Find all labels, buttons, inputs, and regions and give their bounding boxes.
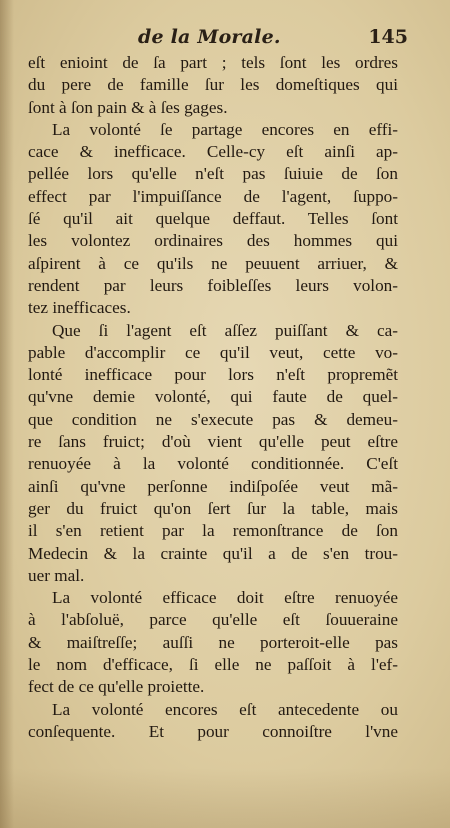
text-line: les volontez ordinaires des hommes qui (28, 231, 398, 251)
text-line: à l'abſoluë, parce qu'elle eſt ſouueraine (28, 610, 398, 630)
text-line: ainſi qu'vne perſonne indiſpoſée veut mã- (28, 476, 398, 496)
gutter-shadow (0, 0, 14, 828)
text-line: renuoyée à la volonté conditionnée. C'eſt (28, 454, 398, 474)
text-line: que condition ne s'execute pas & demeu- (28, 409, 398, 429)
running-head: de la Morale. (138, 26, 281, 48)
text-line: conſequente. Et pour connoiſtre l'vne (28, 721, 398, 741)
text-line: ſé qu'il ait quelque deffaut. Telles ſont (28, 209, 398, 229)
text-line: qu'vne demie volonté, qui faute de quel- (28, 387, 398, 407)
text-line: & maiſtreſſe; auſſi ne porteroit-elle pas (28, 632, 398, 652)
text-line: fect de ce qu'elle proiette. (28, 677, 205, 697)
text-line: le nom d'efficace, ſi elle ne paſſoit à l'ef- (28, 655, 398, 675)
text-line: Que ſi l'agent eſt aſſez puiſſant & ca- (52, 320, 398, 340)
text-line: il s'en retient par la remonſtrance de ſon (28, 521, 398, 541)
text-line: du pere de famille ſur les domeſtiques qui (28, 75, 398, 95)
body-text (28, 52, 398, 743)
text-line: aſpirent à ce qu'ils ne peuuent arriuer, & (28, 253, 398, 273)
text-line: La volonté efficace doit eſtre renuoyée (52, 588, 398, 608)
text-line: ſont à ſon pain & à ſes gages. (28, 97, 228, 117)
text-line: ger du fruict qu'on ſert ſur la table, mais (28, 498, 398, 518)
page-header (138, 26, 408, 50)
text-line: re ſans fruict; d'où vient qu'elle peut eſtre (28, 432, 398, 452)
text-line: Medecin & la crainte qu'il a de s'en trou- (28, 543, 398, 563)
text-line: lonté inefficace pour lors n'eſt propremẽt (28, 365, 398, 385)
text-line: pellée lors qu'elle n'eſt pas ſuiuie de ſon (28, 164, 398, 184)
text-line: cace & inefficace. Celle-cy eſt ainſi ap- (28, 142, 398, 162)
text-line: tez inefficaces. (28, 298, 131, 318)
text-line: La volonté encores eſt antecedente ou (52, 699, 398, 719)
text-line: effect par l'impuiſſance de l'agent, ſuppo- (28, 186, 398, 206)
text-line: eſt enioint de ſa part ; tels ſont les ordres (28, 53, 398, 72)
text-line: La volonté ſe partage encores en effi- (52, 119, 398, 139)
text-line: pable d'accomplir ce qu'il veut, cette vo- (28, 342, 398, 362)
page-edge-shadow (0, 768, 450, 828)
text-line: uer mal. (28, 565, 85, 585)
page-number: 145 (368, 26, 408, 48)
text-line: rendent par leurs foibleſſes leurs volon- (28, 275, 398, 295)
